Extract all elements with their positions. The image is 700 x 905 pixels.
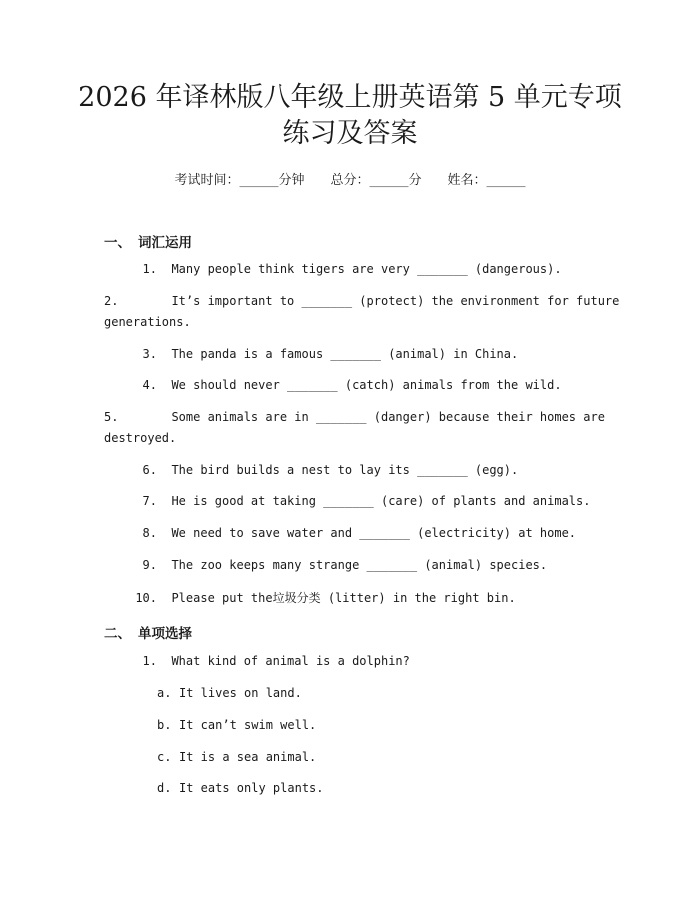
question-number: 7. (142, 494, 157, 508)
exam-info-line (0, 169, 700, 188)
question-text: Many people think tigers are very _______ (dangerous). (171, 262, 562, 276)
question-text: The panda is a famous _______ (animal) in China. (171, 347, 519, 361)
question-text: The bird builds a nest to lay its _______ (egg). (171, 463, 519, 477)
section-heading-single-choice (104, 622, 192, 642)
question-text: The zoo keeps many strange _______ (animal) species. (171, 558, 548, 572)
option-text: It can’t swim well. (179, 718, 317, 732)
question-item (104, 375, 586, 396)
question-text-line-1: It’s important to _______ (protect) the environment for future (171, 294, 620, 308)
option-text: It is a sea animal. (179, 750, 317, 764)
question-text-line-2: generations. (104, 315, 191, 329)
option-label: c. (157, 750, 172, 764)
question-text-line-1: Some animals are in _______ (danger) because their homes are (171, 410, 605, 424)
question-number: 6. (142, 463, 157, 477)
question-number: 5. (104, 410, 119, 424)
option-label: b. (157, 718, 172, 732)
answer-option (157, 718, 316, 732)
question-item (104, 491, 591, 512)
question-text: He is good at taking _______ (care) of plants and animals. (171, 494, 591, 508)
question-text: We should never _______ (catch) animals from the wild. (171, 378, 562, 392)
option-label: d. (157, 781, 172, 795)
question-item (104, 651, 586, 672)
question-text: We need to save water and _______ (electricity) at home. (171, 526, 577, 540)
question-item (104, 407, 605, 449)
question-item (104, 344, 586, 365)
document-title-line-1: 2026 年译林版八年级上册英语第 5 单元专项 (78, 82, 622, 113)
answer-option (157, 750, 316, 764)
document-title-line-2: 练习及答案 (282, 118, 418, 149)
section-heading-vocabulary (104, 231, 192, 251)
answer-option (157, 686, 302, 700)
question-number: 1. (142, 654, 157, 668)
question-item (104, 460, 586, 481)
question-number: 1. (142, 262, 157, 276)
question-item (104, 555, 586, 576)
question-item (104, 523, 586, 544)
question-text-line-2: destroyed. (104, 431, 177, 445)
name-field: 姓名：______ (447, 173, 526, 188)
answer-option (157, 781, 324, 795)
question-number: 8. (142, 526, 157, 540)
section-number: 一、 (104, 235, 131, 251)
question-number: 10. (135, 591, 157, 605)
option-text: It eats only plants. (179, 781, 324, 795)
option-text: It lives on land. (179, 686, 302, 700)
question-number: 9. (142, 558, 157, 572)
section-title: 词汇运用 (138, 235, 192, 251)
option-label: a. (157, 686, 172, 700)
question-text: Please put the垃圾分类 (litter) in the right bin. (171, 591, 516, 605)
total-score-field: 总分：______分 (330, 173, 422, 188)
question-number: 2. (104, 294, 119, 308)
section-number: 二、 (104, 626, 131, 642)
exam-time-field: 考试时间：______分钟 (174, 173, 305, 188)
section-title: 单项选择 (138, 626, 192, 642)
question-item (104, 291, 620, 333)
question-text: What kind of animal is a dolphin? (171, 654, 410, 668)
question-item (104, 259, 586, 280)
question-number: 4. (142, 378, 157, 392)
question-item (104, 588, 586, 609)
question-number: 3. (142, 347, 157, 361)
